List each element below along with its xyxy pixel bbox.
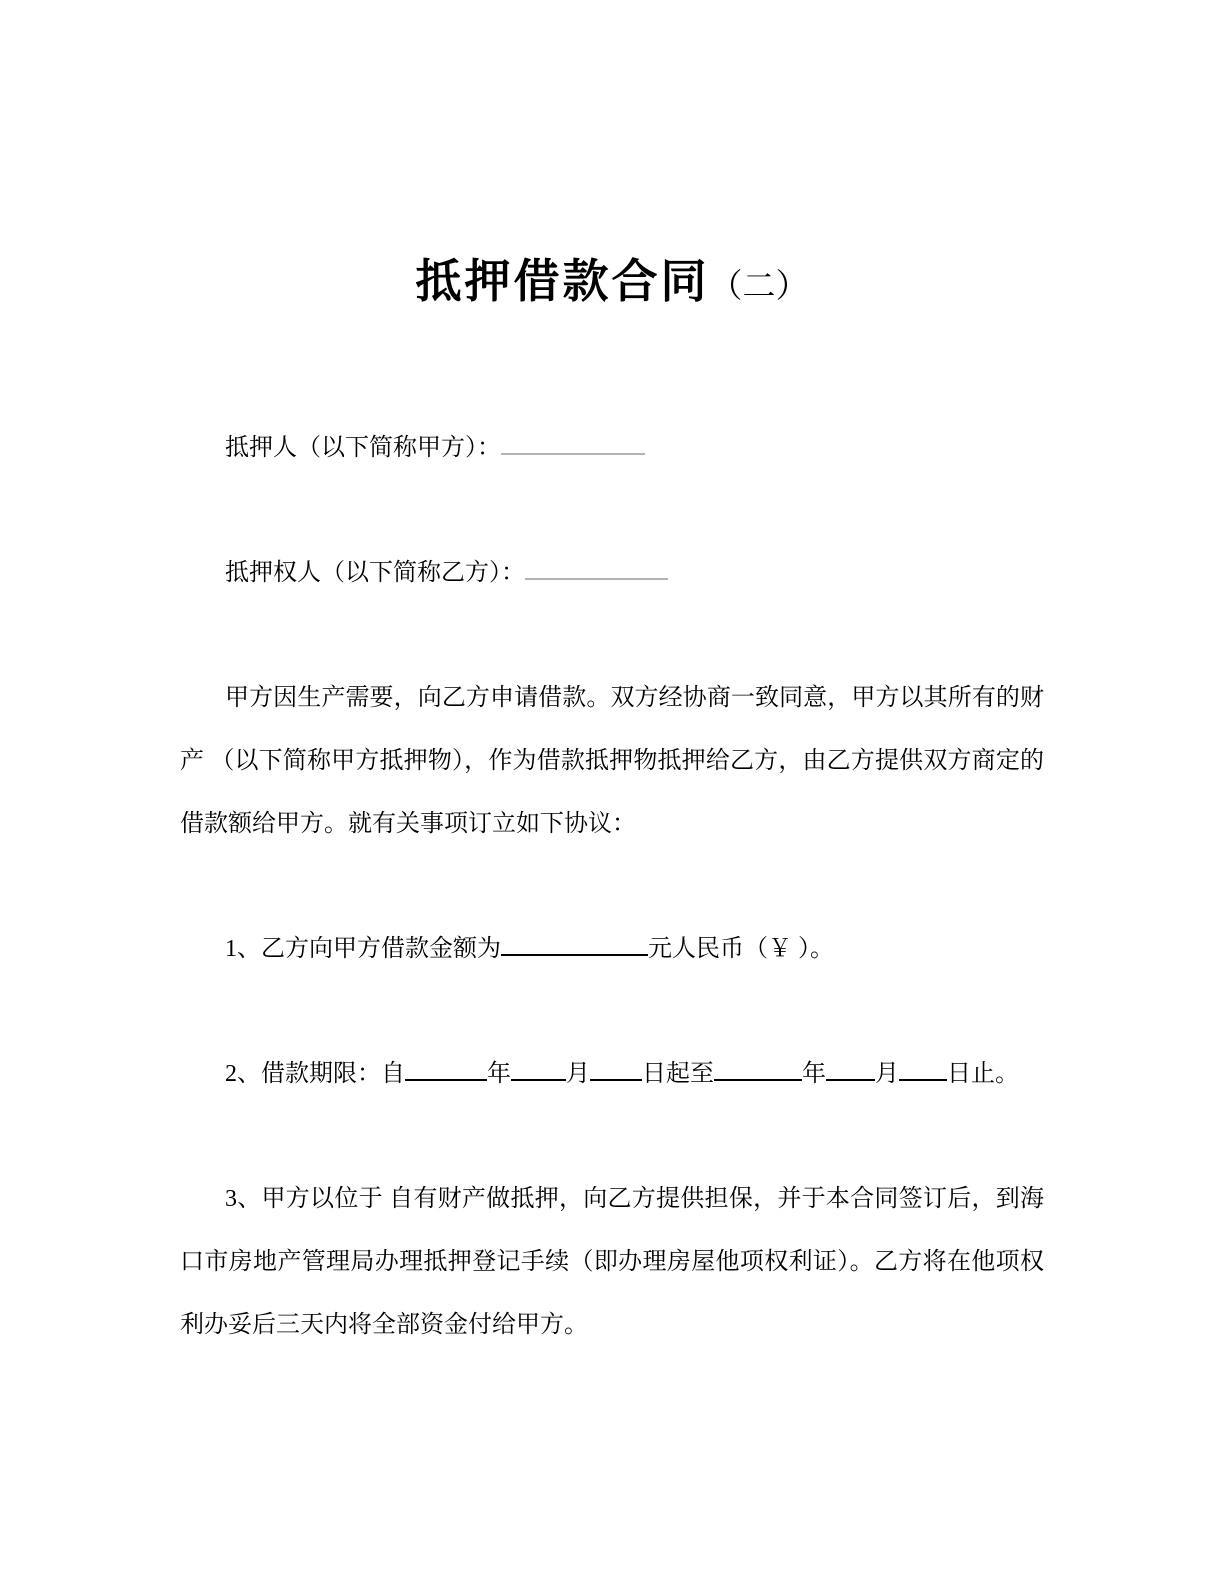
clause-2-day-to-label: 日止。	[947, 1061, 1019, 1087]
party-a-label: 抵押人（以下简称甲方）：	[225, 435, 501, 461]
party-b-name-field[interactable]	[525, 556, 668, 580]
clause-2-day-from-label: 日起至	[642, 1061, 714, 1087]
clause-2-prefix: 2、借款期限：自	[225, 1061, 405, 1087]
document-title	[180, 0, 1044, 311]
end-year-field[interactable]	[714, 1057, 802, 1081]
clause-1-suffix: 元人民币（￥ ）。	[648, 936, 834, 962]
title-suffix-text: （二）	[709, 269, 809, 305]
clause-3-paragraph: 3、甲方以位于 自有财产做抵押，向乙方提供担保，并于本合同签订后，到海口市房地产管理局办理抵押登记手续（即办理房屋他项权利证）。乙方将在他项权利办妥后三天内将全部资金付给甲方。	[180, 1186, 1044, 1338]
clause-2-month-to-label: 月	[875, 1061, 899, 1087]
party-a-name-field[interactable]	[501, 431, 645, 455]
clause-2-year-to-label: 年	[802, 1061, 826, 1087]
start-month-field[interactable]	[511, 1057, 566, 1081]
party-a-line	[180, 417, 1044, 480]
clause-2-line	[180, 1043, 1044, 1106]
end-month-field[interactable]	[826, 1057, 875, 1081]
start-day-field[interactable]	[590, 1057, 642, 1081]
end-day-field[interactable]	[899, 1057, 947, 1081]
clause-1-prefix: 1、乙方向甲方借款金额为	[225, 936, 501, 962]
title-main-text: 抵押借款合同	[415, 254, 710, 308]
clause-2-year-from-label: 年	[487, 1061, 511, 1087]
clause-2-month-from-label: 月	[566, 1061, 590, 1087]
party-b-line	[180, 542, 1044, 605]
party-b-label: 抵押权人（以下简称乙方）：	[225, 560, 525, 586]
clause-1-line	[180, 918, 1044, 981]
intro-paragraph: 甲方因生产需要，向乙方申请借款。双方经协商一致同意，甲方以其所有的财产 （以下简称甲方抵押物），作为借款抵押物抵押给乙方，由乙方提供双方商定的借款额给甲方。就有关事项订立如下协议：	[180, 685, 1044, 837]
start-year-field[interactable]	[405, 1057, 487, 1081]
loan-amount-field[interactable]	[501, 932, 648, 956]
